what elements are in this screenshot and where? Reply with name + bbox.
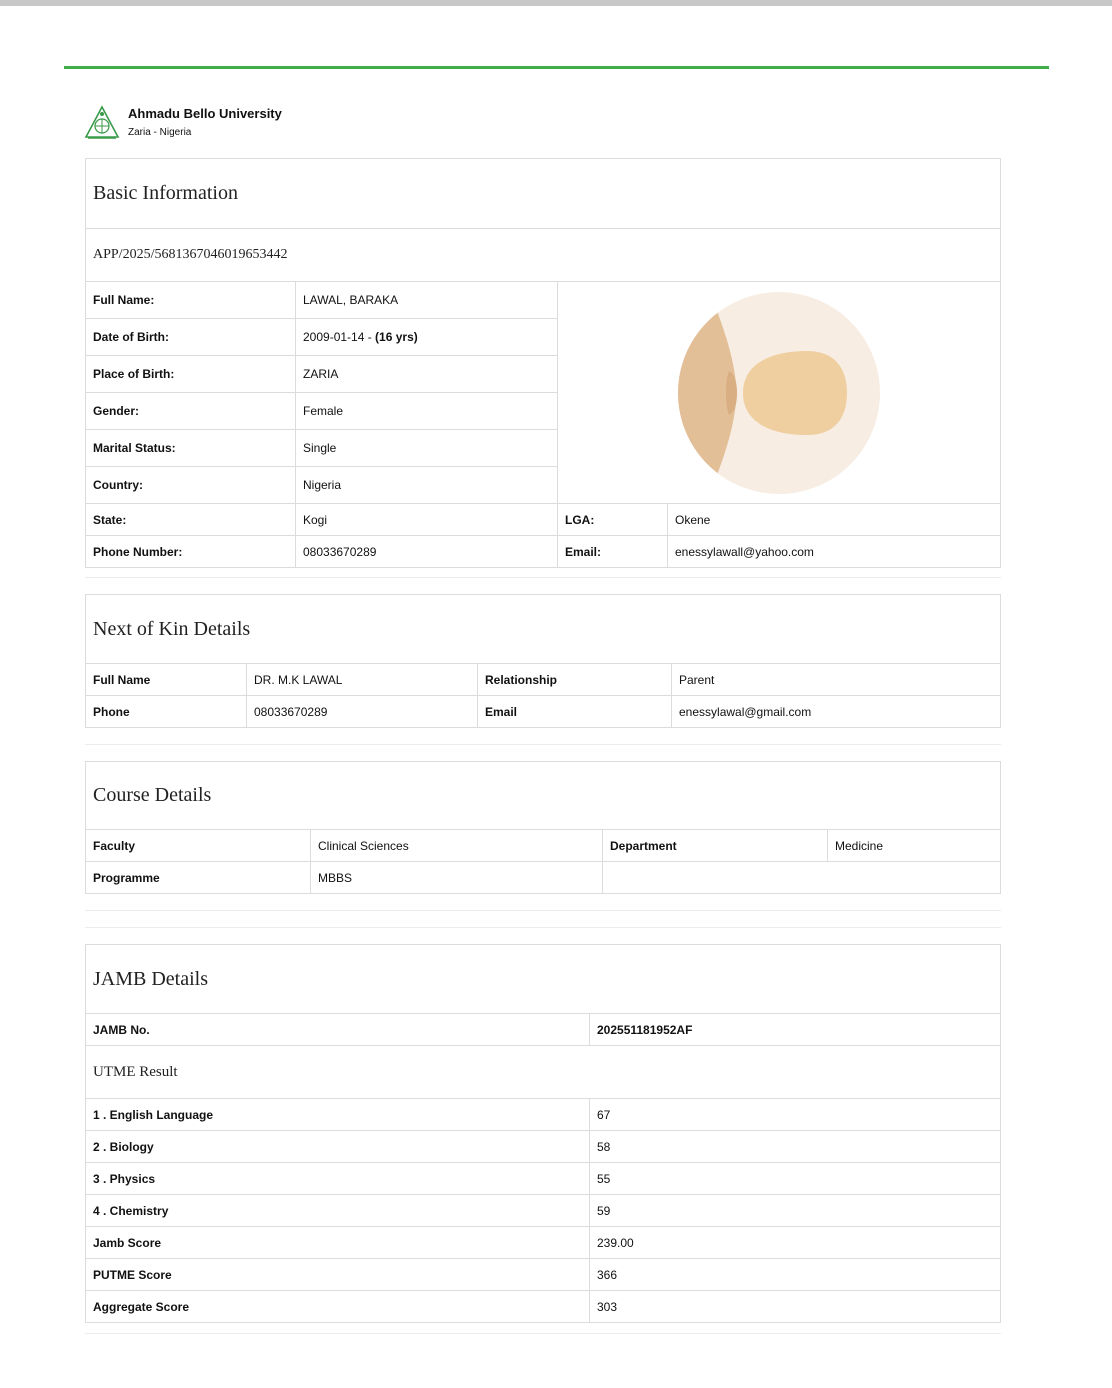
result-score: 59 <box>597 1203 611 1218</box>
basic-info-fields <box>86 282 558 503</box>
result-score: 55 <box>597 1171 611 1186</box>
jamb-score-label: Jamb Score <box>86 1227 590 1258</box>
empty-cell <box>603 862 1000 893</box>
email-value: enessylawall@yahoo.com <box>675 544 814 559</box>
utme-result-title: UTME Result <box>86 1046 1000 1099</box>
result-row <box>86 1099 1000 1131</box>
kin-full-name-value: DR. M.K LAWAL <box>247 664 478 695</box>
putme-score-value: 366 <box>597 1267 618 1282</box>
marital-status-value: Single <box>303 441 337 455</box>
place-of-birth-label: Place of Birth: <box>86 356 296 392</box>
university-logo-icon <box>84 105 120 141</box>
programme-row <box>86 862 1000 893</box>
university-location: Zaria - Nigeria <box>128 127 192 138</box>
kin-full-name-label: Full Name <box>86 664 247 695</box>
place-of-birth-value: ZARIA <box>303 367 339 381</box>
aggregate-score-label: Aggregate Score <box>86 1291 590 1322</box>
kin-phone-label: Phone <box>86 696 247 727</box>
result-row <box>86 1163 1000 1195</box>
full-name-value: LAWAL, BARAKA <box>303 293 399 307</box>
result-subject: 2 . Biology <box>86 1131 590 1162</box>
programme-label: Programme <box>86 862 311 893</box>
field-row <box>86 356 557 393</box>
marital-status-label: Marital Status: <box>86 430 296 466</box>
passport-photo <box>558 282 1000 503</box>
kin-relationship-value: Parent <box>679 672 715 687</box>
email-label: Email: <box>558 536 668 567</box>
kin-name-row <box>86 664 1000 696</box>
putme-score-label: PUTME Score <box>86 1259 590 1290</box>
phone-label: Phone Number: <box>86 536 296 567</box>
field-row <box>86 282 557 319</box>
result-score: 58 <box>597 1139 611 1154</box>
avatar-icon <box>677 291 881 495</box>
gender-value: Female <box>303 404 344 418</box>
department-value: Medicine <box>835 838 884 853</box>
result-subject: 3 . Physics <box>86 1163 590 1194</box>
jamb-no-label: JAMB No. <box>86 1014 590 1045</box>
course-details-title: Course Details <box>86 762 1000 830</box>
next-of-kin-title: Next of Kin Details <box>86 595 1000 664</box>
result-subject: 1 . English Language <box>86 1099 590 1130</box>
top-bar <box>0 0 1112 6</box>
state-value: Kogi <box>296 504 558 535</box>
result-row <box>86 1291 1000 1322</box>
kin-contact-row <box>86 696 1000 727</box>
section-divider <box>85 1333 1001 1334</box>
university-header <box>84 105 282 141</box>
basic-information-card <box>85 158 1001 568</box>
basic-information-title: Basic Information <box>86 159 1000 229</box>
kin-email-value: enessylawal@gmail.com <box>679 704 812 719</box>
department-label: Department <box>603 830 828 861</box>
lga-label: LGA: <box>558 504 668 535</box>
application-number: APP/2025/5681367046019653442 <box>86 229 1000 282</box>
faculty-label: Faculty <box>86 830 311 861</box>
field-row <box>86 393 557 430</box>
section-divider <box>85 577 1001 578</box>
result-subject: 4 . Chemistry <box>86 1195 590 1226</box>
aggregate-score-value: 303 <box>597 1299 618 1314</box>
state-label: State: <box>86 504 296 535</box>
kin-email-label: Email <box>478 696 672 727</box>
jamb-no-row <box>86 1014 1000 1046</box>
gender-label: Gender: <box>86 393 296 429</box>
programme-value: MBBS <box>311 862 603 893</box>
state-lga-row <box>86 504 1000 536</box>
field-row <box>86 467 557 503</box>
section-divider <box>85 744 1001 745</box>
faculty-row <box>86 830 1000 862</box>
jamb-no-value: 202551181952AF <box>597 1022 693 1037</box>
result-score: 67 <box>597 1107 611 1122</box>
jamb-details-card <box>85 944 1001 1323</box>
university-name: Ahmadu Bello University <box>128 106 282 121</box>
field-row <box>86 430 557 467</box>
full-name-label: Full Name: <box>86 282 296 318</box>
dob-age: (16 yrs) <box>375 330 418 344</box>
phone-email-row <box>86 536 1000 567</box>
country-label: Country: <box>86 467 296 503</box>
header-divider <box>64 66 1049 69</box>
section-divider <box>85 910 1001 911</box>
dob-value <box>296 319 557 355</box>
section-divider <box>85 927 1001 928</box>
basic-info-grid <box>86 282 1000 504</box>
field-row <box>86 319 557 356</box>
course-details-card <box>85 761 1001 894</box>
result-row <box>86 1131 1000 1163</box>
kin-phone-value: 08033670289 <box>247 696 478 727</box>
dob-date: 2009-01-14 - <box>303 330 376 344</box>
next-of-kin-card <box>85 594 1001 728</box>
phone-value: 08033670289 <box>296 536 558 567</box>
jamb-details-title: JAMB Details <box>86 945 1000 1014</box>
result-row <box>86 1227 1000 1259</box>
result-row <box>86 1195 1000 1227</box>
country-value: Nigeria <box>303 478 342 492</box>
faculty-value: Clinical Sciences <box>311 830 603 861</box>
jamb-score-value: 239.00 <box>597 1235 634 1250</box>
result-row <box>86 1259 1000 1291</box>
kin-relationship-label: Relationship <box>478 664 672 695</box>
dob-label: Date of Birth: <box>86 319 296 355</box>
lga-value: Okene <box>675 512 711 527</box>
